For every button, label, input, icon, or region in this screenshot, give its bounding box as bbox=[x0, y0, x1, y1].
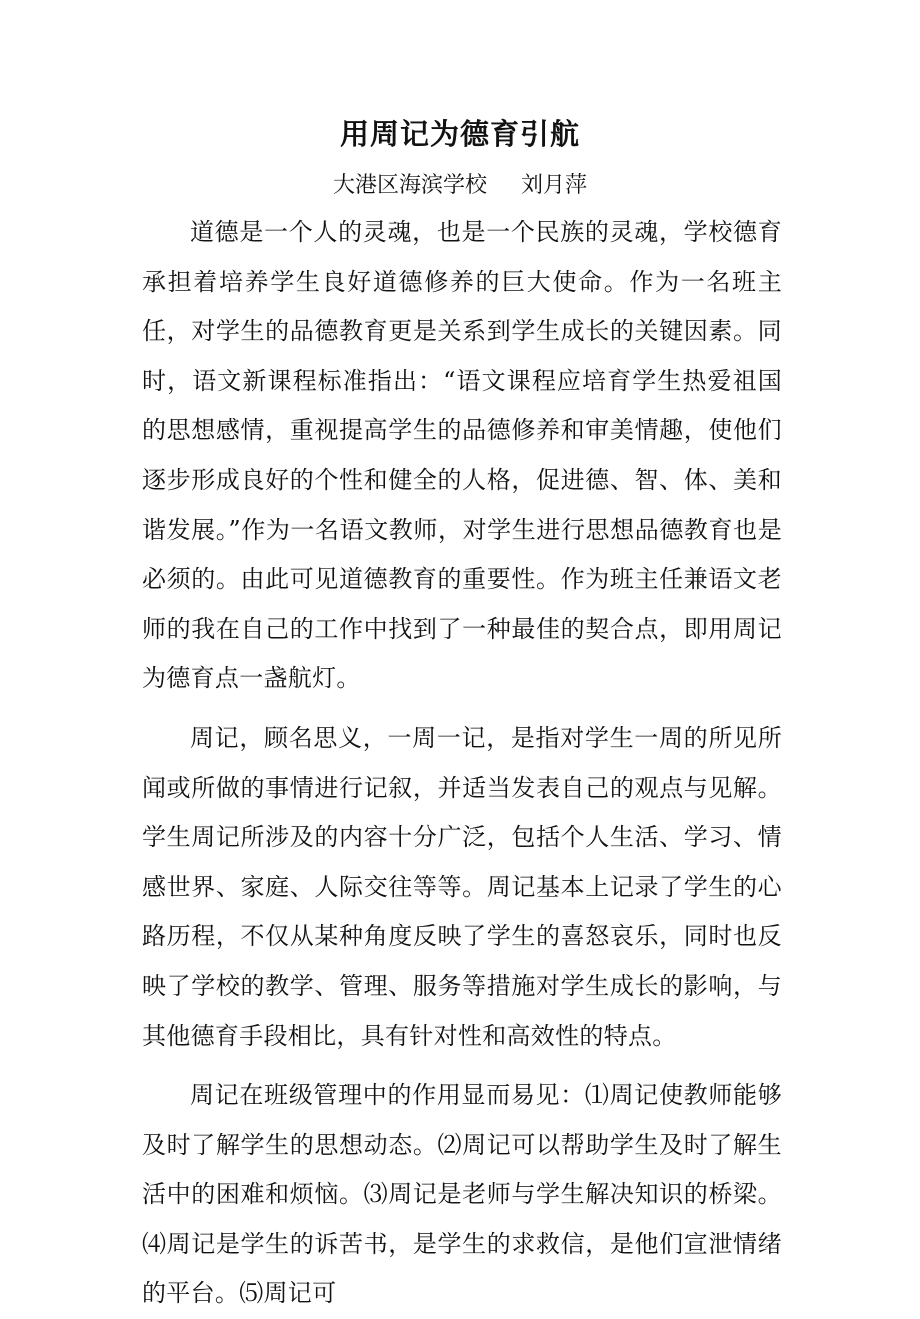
byline bbox=[0, 168, 920, 204]
author-name: 刘月萍 bbox=[521, 173, 588, 198]
school-name: 大港区海滨学校 bbox=[332, 173, 487, 198]
document-title: 用周记为德育引航 bbox=[339, 117, 580, 151]
paragraph-1: 道德是一个人的灵魂，也是一个民族的灵魂，学校德育承担着培养学生良好道德修养的巨大使命。作为一名班主任，对学生的品德教育更是关系到学生成长的关键因素。同时，语文新课程标准指出：“语文课程应培育学生热爱祖国的思想感情，重视提高学生的品德修养和审美情趣，使他们逐步形成良好的个性和健全的人格，促进德、智、体、美和谐发展。”作为一名语文教师，对学生进行思想品德教育也是必须的。由此可见道德教育的重要性。作为班主任兼语文老师的我在自己的工作中找到了一种最佳的契合点，即用周记为德育点一盏航灯。 bbox=[142, 218, 782, 693]
paragraph-3: 周记在班级管理中的作用显而易见：⑴周记使教师能够及时了解学生的思想动态。⑵周记可以帮助学生及时了解生活中的困难和烦恼。⑶周记是老师与学生解决知识的桥梁。⑷周记是学生的诉苦书，是学生的求救信，是他们宣泄情绪的平台。⑸周记可 bbox=[142, 1081, 782, 1308]
article-body bbox=[142, 208, 782, 1319]
paragraph-2: 周记，顾名思义，一周一记，是指对学生一周的所见所闻或所做的事情进行记叙，并适当发表自己的观点与见解。学生周记所涉及的内容十分广泛，包括个人生活、学习、情感世界、家庭、人际交往等等。周记基本上记录了学生的心路历程，不仅从某种角度反映了学生的喜怒哀乐，同时也反映了学校的教学、管理、服务等措施对学生成长的影响，与其他德育手段相比，具有针对性和高效性的特点。 bbox=[142, 723, 782, 1050]
